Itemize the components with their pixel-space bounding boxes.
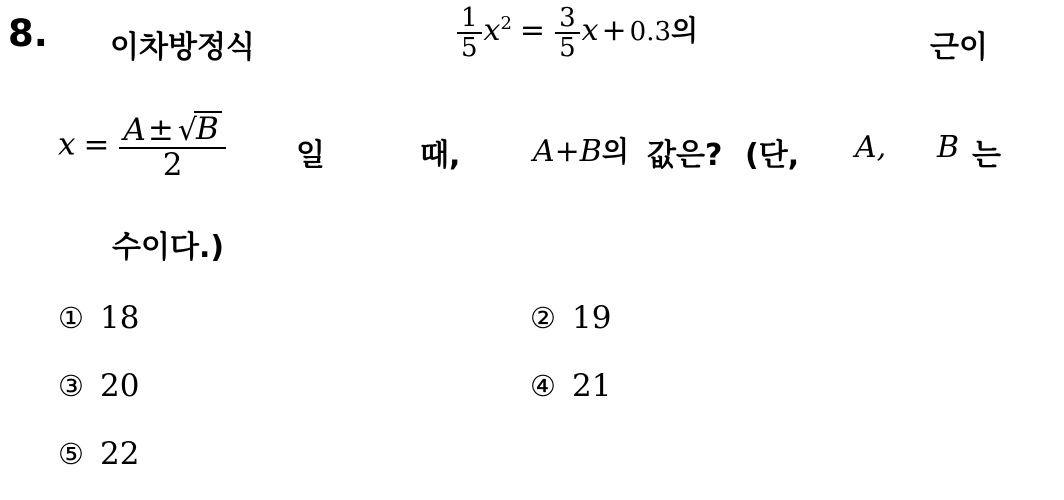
sqrt-icon: √: [177, 113, 197, 148]
fraction-one-fifth: [457, 4, 482, 62]
plus-minus-sign: ±: [147, 112, 174, 148]
choice-value: 19: [572, 300, 612, 336]
question-number: 8.: [8, 12, 48, 55]
question-line-2: [0, 100, 1064, 196]
expression-ab-text: A+B: [533, 134, 602, 169]
variable-x-squared-base: x: [483, 12, 501, 48]
question-line-1: [0, 2, 1064, 88]
square-root: [176, 112, 222, 147]
question-text-condition: (단,: [745, 138, 800, 173]
fraction-denominator: 5: [555, 32, 580, 62]
equation-quadratic: [455, 4, 698, 62]
question-text-il: 일: [296, 138, 325, 173]
variable-x: x: [581, 12, 599, 48]
fraction-three-fifths: [555, 4, 580, 62]
choice-option-1[interactable]: [58, 300, 139, 336]
choice-value: 22: [100, 436, 140, 472]
symbol-B-condition: B: [937, 130, 960, 165]
question-line-3: 수이다.): [112, 230, 225, 265]
equation-root-formula: [58, 112, 228, 183]
fraction-denominator: 5: [457, 32, 482, 62]
constant-value: 0.3: [629, 16, 672, 47]
choice-option-2[interactable]: [530, 300, 611, 336]
question-text-neun: 는: [972, 138, 1001, 173]
equals-sign: =: [519, 12, 546, 48]
choice-option-4[interactable]: [530, 368, 611, 404]
question-text-value: 값은?: [647, 138, 723, 173]
choice-value: 20: [100, 368, 140, 404]
choice-option-3[interactable]: [58, 368, 139, 404]
choice-marker-icon: ④: [530, 369, 556, 403]
fraction-numerator: [119, 112, 225, 147]
question-text-ttae: 때,: [420, 138, 461, 173]
symbol-B: B: [194, 111, 222, 146]
equals-sign: =: [83, 126, 110, 163]
variable-x: x: [58, 126, 76, 163]
choice-option-5[interactable]: [58, 436, 139, 472]
choice-value: 21: [572, 368, 612, 404]
fraction-root-expression: [119, 112, 225, 183]
choice-value: 18: [100, 300, 140, 336]
exponent-two: 2: [500, 12, 512, 34]
symbol-A-condition: A,: [855, 130, 887, 165]
fraction-denominator: 2: [119, 147, 225, 182]
choice-marker-icon: ②: [530, 301, 556, 335]
question-text-before: 이차방정식: [110, 30, 255, 65]
choice-marker-icon: ⑤: [58, 437, 84, 471]
choice-marker-icon: ③: [58, 369, 84, 403]
fraction-numerator: 3: [559, 3, 576, 33]
equation-suffix: 의: [671, 13, 699, 47]
question-text-after: 근이: [930, 30, 988, 65]
choice-marker-icon: ①: [58, 301, 84, 335]
expression-suffix: 의: [601, 135, 629, 168]
expression-a-plus-b: [533, 130, 629, 170]
symbol-A: A: [123, 112, 146, 148]
plus-sign: +: [601, 12, 627, 48]
fraction-numerator: 1: [461, 3, 478, 33]
